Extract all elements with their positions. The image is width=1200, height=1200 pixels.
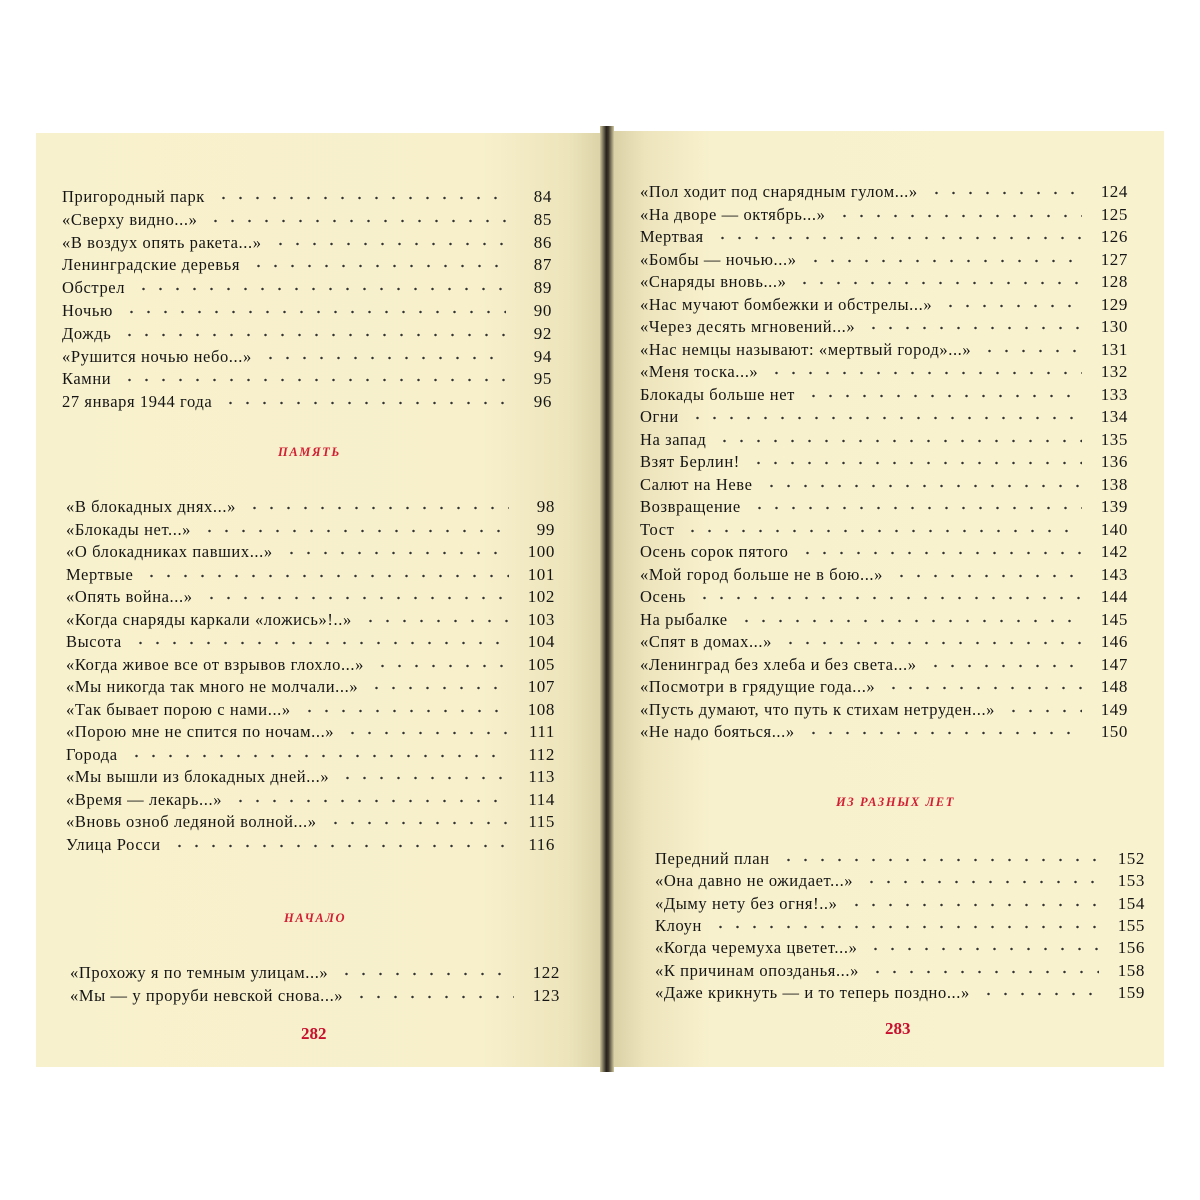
dot-leader <box>796 279 1082 287</box>
toc-entry-page: 111 <box>528 722 555 741</box>
toc-entry-title: 27 января 1944 года <box>62 392 213 411</box>
toc-entry <box>66 698 555 720</box>
toc-entry <box>640 428 1128 450</box>
toc-entry-page: 128 <box>1100 272 1128 291</box>
dot-leader <box>763 482 1083 490</box>
toc-entry-title: Мертвые <box>66 565 134 584</box>
toc-entry <box>640 405 1128 427</box>
toc-entry-page: 105 <box>527 655 555 674</box>
toc-entry <box>640 450 1128 472</box>
toc-entry-title: На рыбалке <box>640 610 728 629</box>
toc-entry <box>655 981 1145 1003</box>
toc-entry <box>640 608 1128 630</box>
toc-entry <box>655 914 1145 936</box>
toc-entry-page: 136 <box>1100 452 1128 471</box>
toc-entry <box>655 959 1145 981</box>
toc-entry-page: 145 <box>1100 610 1128 629</box>
toc-entry-title: «Нас мучают бомбежки и обстрелы...» <box>640 295 933 314</box>
toc-entry-page: 115 <box>528 812 555 831</box>
toc-entry-page: 133 <box>1100 385 1128 404</box>
toc-entry <box>655 869 1145 891</box>
toc-entry-title: Камни <box>62 369 112 388</box>
toc-entry-title: Дождь <box>62 324 112 343</box>
toc-entry <box>66 540 555 562</box>
toc-entry-page: 134 <box>1100 407 1128 426</box>
toc-entry-title: «Дыму нету без огня!..» <box>655 894 838 913</box>
toc-entry-page: 147 <box>1100 655 1128 674</box>
toc-entry-page: 127 <box>1100 250 1128 269</box>
toc-entry <box>655 847 1145 869</box>
toc-entry-page: 155 <box>1117 916 1145 935</box>
toc-entry-page: 153 <box>1117 871 1145 890</box>
section-title-iz-raznyh-let: ИЗ РАЗНЫХ ЛЕТ <box>836 795 955 809</box>
toc-entry <box>640 203 1128 225</box>
dot-leader <box>805 392 1082 400</box>
toc-entry-page: 150 <box>1100 722 1128 741</box>
toc-entry-title: «В блокадных днях...» <box>66 497 236 516</box>
toc-entry-page: 122 <box>532 963 560 982</box>
toc-entry-page: 143 <box>1100 565 1128 584</box>
toc-entry <box>640 293 1128 315</box>
dot-leader <box>942 302 1082 310</box>
toc-entry <box>66 675 555 697</box>
toc-entry-title: «Мой город больше не в бою...» <box>640 565 883 584</box>
toc-entry <box>66 495 555 517</box>
toc-entry-page: 113 <box>528 767 555 786</box>
book-gutter <box>600 126 614 1072</box>
toc-entry <box>62 367 552 389</box>
toc-entry-title: Высота <box>66 632 122 651</box>
toc-entry-page: 138 <box>1100 475 1128 494</box>
toc-entry-page: 146 <box>1100 632 1128 651</box>
toc-entry <box>640 585 1128 607</box>
toc-entry-page: 139 <box>1100 497 1128 516</box>
toc-entry-page: 85 <box>533 210 552 229</box>
toc-entry-page: 96 <box>533 392 552 411</box>
toc-entry-title: «Через десять мгновений...» <box>640 317 856 336</box>
toc-entry <box>640 675 1128 697</box>
toc-entry-title: Улица Росси <box>66 835 161 854</box>
dot-leader <box>981 347 1082 355</box>
toc-entry-title: Осень <box>640 587 687 606</box>
toc-entry-title: «Так бывает порою с нами...» <box>66 700 291 719</box>
dot-leader <box>750 459 1082 467</box>
toc-entry <box>66 653 555 675</box>
dot-leader <box>805 729 1082 737</box>
toc-entry <box>66 585 555 607</box>
dot-leader <box>362 617 509 625</box>
toc-entry-title: «Прохожу я по темным улицам...» <box>70 963 329 982</box>
toc-entry-page: 142 <box>1100 542 1128 561</box>
toc-entry-page: 102 <box>527 587 555 606</box>
toc-entry-page: 149 <box>1100 700 1128 719</box>
toc-entry-title: Ночью <box>62 301 113 320</box>
toc-entry-page: 114 <box>528 790 555 809</box>
dot-leader <box>171 842 509 850</box>
dot-leader <box>689 414 1082 422</box>
toc-entry-title: «Нас немцы называют: «мертвый город»...» <box>640 340 972 359</box>
dot-leader <box>262 354 506 362</box>
dot-leader <box>751 504 1082 512</box>
toc-entry-title: «В воздух опять ракета...» <box>62 233 262 252</box>
toc-entry <box>62 185 552 207</box>
toc-entry <box>640 518 1128 540</box>
toc-entry-page: 158 <box>1117 961 1145 980</box>
toc-entry <box>66 630 555 652</box>
toc-entry-page: 86 <box>533 233 552 252</box>
toc-entry-title: Города <box>66 745 118 764</box>
toc-entry <box>640 698 1128 720</box>
page-number-left: 282 <box>301 1024 327 1043</box>
toc-entry-page: 140 <box>1100 520 1128 539</box>
dot-leader <box>885 684 1082 692</box>
dot-leader <box>928 189 1082 197</box>
dot-leader <box>867 945 1099 953</box>
dot-leader <box>203 594 509 602</box>
toc-entry-page: 116 <box>528 835 555 854</box>
toc-entry <box>640 383 1128 405</box>
page-number-right: 283 <box>885 1019 911 1038</box>
toc-entry-page: 144 <box>1100 587 1128 606</box>
toc-entry <box>640 630 1128 652</box>
toc-entry-title: «Пол ходит под снарядным гулом...» <box>640 182 918 201</box>
toc-entry-page: 101 <box>527 565 555 584</box>
toc-entry-page: 95 <box>533 369 552 388</box>
dot-leader <box>207 217 506 225</box>
toc-entry-page: 104 <box>527 632 555 651</box>
toc-entry-title: «Когда живое все от взрывов глохло...» <box>66 655 364 674</box>
dot-leader <box>768 369 1082 377</box>
toc-entry-title: «Порою мне не спится по ночам...» <box>66 722 335 741</box>
toc-entry-title: «Вновь озноб ледяной волной...» <box>66 812 317 831</box>
toc-entry <box>640 315 1128 337</box>
toc-entry <box>640 270 1128 292</box>
toc-entry-title: «Пусть думают, что путь к стихам нетруден...» <box>640 700 996 719</box>
toc-entry-title: «Снаряды вновь...» <box>640 272 787 291</box>
toc-entry-title: Тост <box>640 520 675 539</box>
toc-entry-title: «Не надо бояться...» <box>640 722 795 741</box>
toc-entry-page: 124 <box>1100 182 1128 201</box>
toc-entry-page: 129 <box>1100 295 1128 314</box>
dot-leader <box>327 819 509 827</box>
toc-entry <box>62 276 552 298</box>
toc-entry-title: Осень сорок пятого <box>640 542 789 561</box>
toc-entry-title: «Когда снаряды каркали «ложись»!..» <box>66 610 352 629</box>
dot-leader <box>865 324 1082 332</box>
toc-entry <box>62 390 552 412</box>
toc-entry <box>640 473 1128 495</box>
dot-leader <box>782 639 1082 647</box>
dot-leader <box>128 752 509 760</box>
dot-leader <box>250 262 506 270</box>
toc-entry-title: «Мы никогда так много не молчали...» <box>66 677 359 696</box>
dot-leader <box>980 990 1099 998</box>
dot-leader <box>246 504 509 512</box>
toc-entry-title: «Ленинград без хлеба и без света...» <box>640 655 917 674</box>
toc-entry-page: 156 <box>1117 938 1145 957</box>
dot-leader <box>374 662 509 670</box>
toc-entry-page: 148 <box>1100 677 1128 696</box>
dot-leader <box>283 549 509 557</box>
toc-entry <box>70 961 560 983</box>
dot-leader <box>344 729 509 737</box>
dot-leader <box>780 856 1099 864</box>
section-title-pamyat: ПАМЯТЬ <box>278 445 341 459</box>
toc-entry <box>640 248 1128 270</box>
dot-leader <box>338 970 514 978</box>
toc-entry-title: «Она давно не ожидает...» <box>655 871 854 890</box>
dot-leader <box>893 572 1082 580</box>
toc-entry-page: 159 <box>1117 983 1145 1002</box>
toc-entry-page: 123 <box>532 986 560 1005</box>
toc-entry <box>640 540 1128 562</box>
dot-leader <box>712 923 1099 931</box>
toc-entry-page: 89 <box>533 278 552 297</box>
dot-leader <box>135 285 506 293</box>
toc-entry-page: 131 <box>1100 340 1128 359</box>
dot-leader <box>836 212 1083 220</box>
toc-entry-title: «Бомбы — ночью...» <box>640 250 797 269</box>
toc-entry-title: «Когда черемуха цветет...» <box>655 938 858 957</box>
toc-entry-page: 90 <box>533 301 552 320</box>
toc-entry-title: Ленинградские деревья <box>62 255 241 274</box>
toc-entry <box>655 892 1145 914</box>
toc-entry <box>640 653 1128 675</box>
toc-entry-title: Пригородный парк <box>62 187 205 206</box>
toc-entry-page: 112 <box>528 745 555 764</box>
dot-leader <box>121 331 506 339</box>
toc-entry-page: 103 <box>527 610 555 629</box>
toc-entry-title: Салют на Неве <box>640 475 753 494</box>
toc-entry <box>66 608 555 630</box>
toc-entry <box>640 563 1128 585</box>
toc-entry <box>62 299 552 321</box>
dot-leader <box>232 797 509 805</box>
toc-entry-title: «Мы вышли из блокадных дней...» <box>66 767 330 786</box>
toc-entry-title: «Блокады нет...» <box>66 520 192 539</box>
toc-entry-title: Мертвая <box>640 227 704 246</box>
toc-entry-title: «Меня тоска...» <box>640 362 759 381</box>
toc-entry-title: Огни <box>640 407 679 426</box>
toc-entry-title: «Спят в домах...» <box>640 632 772 651</box>
toc-entry <box>655 936 1145 958</box>
toc-entry-page: 154 <box>1117 894 1145 913</box>
toc-entry <box>66 788 555 810</box>
toc-entry <box>62 322 552 344</box>
dot-leader <box>863 878 1099 886</box>
toc-entry <box>66 810 555 832</box>
dot-leader <box>714 234 1082 242</box>
toc-entry-title: Клоун <box>655 916 702 935</box>
toc-entry <box>640 495 1128 517</box>
toc-entry-title: «К причинам опозданья...» <box>655 961 859 980</box>
dot-leader <box>121 376 506 384</box>
dot-leader <box>696 594 1082 602</box>
toc-entry-title: Передний план <box>655 849 770 868</box>
toc-entry-page: 152 <box>1117 849 1145 868</box>
toc-entry <box>640 720 1128 742</box>
dot-leader <box>368 684 509 692</box>
toc-entry-title: Обстрел <box>62 278 126 297</box>
dot-leader <box>201 527 509 535</box>
toc-entry <box>640 180 1128 202</box>
toc-entry-page: 125 <box>1100 205 1128 224</box>
toc-entry <box>62 231 552 253</box>
toc-entry-page: 126 <box>1100 227 1128 246</box>
toc-entry <box>66 833 555 855</box>
toc-entry-page: 100 <box>527 542 555 561</box>
toc-entry-title: «Даже крикнуть — и то теперь поздно...» <box>655 983 970 1002</box>
toc-entry-page: 87 <box>533 255 552 274</box>
toc-entry-page: 94 <box>533 347 552 366</box>
toc-entry-page: 135 <box>1100 430 1128 449</box>
dot-leader <box>353 993 514 1001</box>
toc-entry-page: 107 <box>527 677 555 696</box>
toc-entry <box>640 360 1128 382</box>
toc-entry-page: 108 <box>527 700 555 719</box>
dot-leader <box>799 549 1082 557</box>
toc-entry <box>66 720 555 742</box>
dot-leader <box>339 774 509 782</box>
dot-leader <box>143 572 509 580</box>
toc-entry <box>640 225 1128 247</box>
dot-leader <box>684 527 1082 535</box>
dot-leader <box>215 194 506 202</box>
dot-leader <box>132 639 509 647</box>
toc-entry-title: Взят Берлин! <box>640 452 740 471</box>
dot-leader <box>927 662 1082 670</box>
toc-entry-page: 132 <box>1100 362 1128 381</box>
dot-leader <box>301 707 509 715</box>
toc-entry <box>66 563 555 585</box>
toc-entry-page: 130 <box>1100 317 1128 336</box>
toc-entry-title: «Сверху видно...» <box>62 210 198 229</box>
section-title-nachalo: НАЧАЛО <box>284 911 347 925</box>
dot-leader <box>1005 707 1082 715</box>
toc-entry-page: 99 <box>536 520 555 539</box>
toc-entry <box>62 253 552 275</box>
toc-entry <box>640 338 1128 360</box>
toc-entry-page: 98 <box>536 497 555 516</box>
toc-entry-title: На запад <box>640 430 707 449</box>
toc-entry-page: 92 <box>533 324 552 343</box>
dot-leader <box>738 617 1082 625</box>
toc-entry-title: «Время — лекарь...» <box>66 790 223 809</box>
dot-leader <box>848 901 1099 909</box>
dot-leader <box>807 257 1082 265</box>
toc-entry-title: Возвращение <box>640 497 741 516</box>
toc-entry-title: «На дворе — октябрь...» <box>640 205 826 224</box>
dot-leader <box>123 308 506 316</box>
toc-entry <box>62 345 552 367</box>
toc-entry <box>66 765 555 787</box>
toc-entry-page: 84 <box>533 187 552 206</box>
toc-entry-title: «Рушится ночью небо...» <box>62 347 252 366</box>
toc-entry-title: «Мы — у проруби невской снова...» <box>70 986 344 1005</box>
toc-entry <box>70 984 560 1006</box>
toc-entry-title: «Посмотри в грядущие года...» <box>640 677 876 696</box>
dot-leader <box>222 399 506 407</box>
dot-leader <box>716 437 1082 445</box>
toc-entry-title: «Опять война...» <box>66 587 193 606</box>
toc-entry <box>62 208 552 230</box>
toc-entry-title: «О блокадниках павших...» <box>66 542 273 561</box>
toc-entry <box>66 743 555 765</box>
dot-leader <box>272 240 506 248</box>
toc-entry-title: Блокады больше нет <box>640 385 795 404</box>
toc-entry <box>66 518 555 540</box>
dot-leader <box>869 968 1099 976</box>
